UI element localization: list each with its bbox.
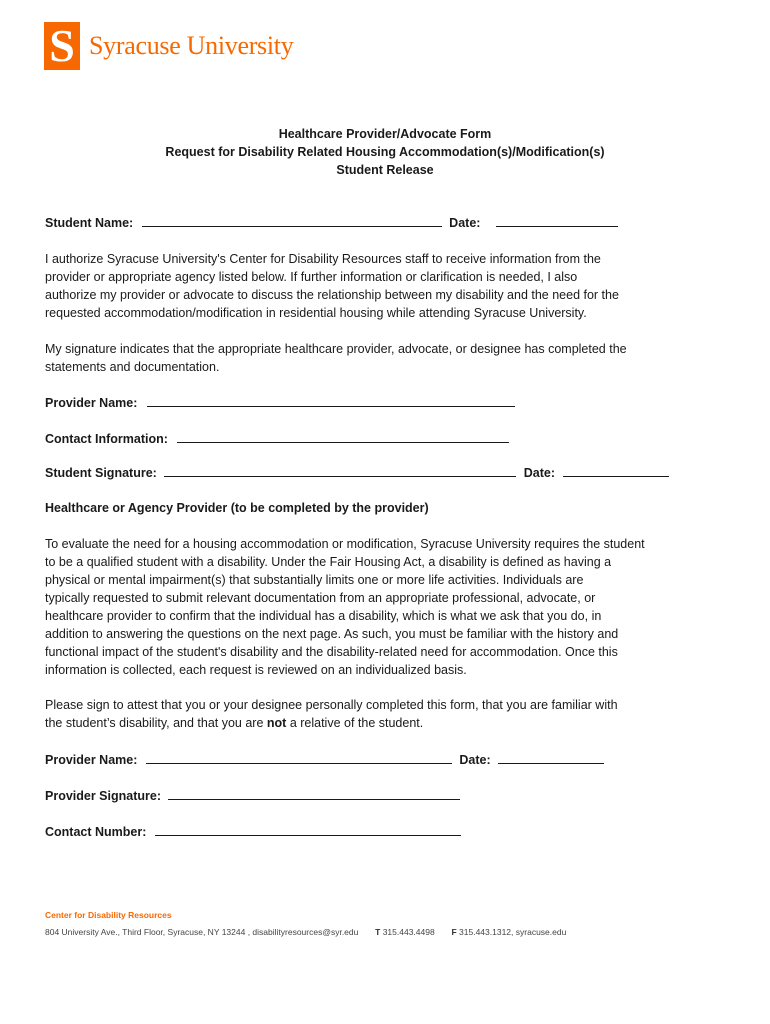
paragraph-line: requested accommodation/modification in residential housing while attending Syracuse University. — [45, 306, 587, 320]
footer-org-name: Center for Disability Resources — [45, 910, 172, 920]
student-date-field[interactable] — [496, 213, 618, 227]
provider-name-label: Provider Name: — [45, 396, 138, 410]
provider-signature-label: Provider Signature: — [45, 789, 161, 803]
student-date-label: Date: — [449, 216, 481, 230]
student-name-label: Student Name: — [45, 216, 134, 230]
paragraph-line: authorize my provider or advocate to discuss the relationship between my disability and the need for the — [45, 288, 619, 302]
student-name-field[interactable] — [142, 213, 442, 227]
attest-emphasis: not — [266, 716, 287, 730]
contact-number-label: Contact Number: — [45, 825, 147, 839]
footer-contact-line — [45, 927, 566, 937]
paragraph-line: statements and documentation. — [45, 360, 220, 374]
logo-letter: S — [49, 20, 75, 71]
paragraph-line: My signature indicates that the appropriate healthcare provider, advocate, or designee has completed the — [45, 342, 627, 356]
form-section-title: Student Release — [336, 163, 434, 177]
paragraph-line: healthcare provider to confirm that the individual has a disability, which is what we ask that you do, in — [45, 609, 602, 623]
footer-fax: 315.443.1312, — [459, 927, 514, 937]
provider-section-heading: Healthcare or Agency Provider (to be completed by the provider) — [45, 501, 429, 515]
paragraph-line: I authorize Syracuse University's Center for Disability Resources staff to receive information from the — [45, 252, 601, 266]
contact-number-field[interactable] — [155, 822, 461, 836]
contact-info-row — [45, 429, 509, 448]
fax-prefix: F — [451, 927, 457, 937]
provider-signature-row — [45, 786, 460, 805]
provider-date-label: Date: — [459, 753, 491, 767]
paragraph-line: typically requested to submit relevant documentation from an appropriate professional, advocate, or — [45, 591, 596, 605]
footer-phone: 315.443.4498 — [382, 927, 435, 937]
student-signature-label: Student Signature: — [45, 466, 157, 480]
paragraph-line: addition to answering the questions on the next page. As such, you must be familiar with the history and — [45, 627, 619, 641]
syracuse-logo — [44, 22, 293, 70]
provider-name-label: Provider Name: — [45, 753, 138, 767]
provider-name-field[interactable] — [147, 393, 515, 407]
footer-website: syracuse.edu — [515, 927, 567, 937]
provider-name-field[interactable] — [146, 750, 452, 764]
attestation-paragraph — [45, 696, 735, 732]
paragraph-line: provider or appropriate agency listed below. If further information or clarification is needed, I also — [45, 270, 578, 284]
paragraph-line: to be a qualified student with a disability. Under the Fair Housing Act, a disability is defined as having a — [45, 555, 612, 569]
paragraph-line: functional impact of the student's disability and the disability-related need for accommodation. Once this — [45, 645, 618, 659]
form-title-block — [0, 125, 770, 179]
signature-statement-paragraph — [45, 340, 735, 376]
paragraph-line: To evaluate the need for a housing accommodation or modification, Syracuse University requires the student — [45, 537, 645, 551]
form-subtitle: Request for Disability Related Housing Accommodation(s)/Modification(s) — [165, 145, 605, 159]
contact-info-field[interactable] — [177, 429, 509, 443]
provider-date-field[interactable] — [498, 750, 604, 764]
paragraph-line: physical or mental impairment(s) that substantially limits one or more life activities. Individuals are — [45, 573, 584, 587]
provider-name-date-row — [45, 750, 604, 769]
attest-text: a relative of the student. — [286, 716, 424, 730]
paragraph-line — [45, 714, 735, 732]
paragraph-line: information is collected, each request is reviewed on an individualized basis. — [45, 663, 467, 677]
phone-prefix: T — [375, 927, 381, 937]
paragraph-line: Please sign to attest that you or your designee personally completed this form, that you are familiar with — [45, 698, 618, 712]
syracuse-s-block — [44, 22, 80, 70]
attest-text: the student’s disability, and that you are — [45, 716, 267, 730]
footer-address: 804 University Ave., Third Floor, Syracuse, NY 13244 , disabilityresources@syr.edu — [45, 927, 359, 937]
signature-date-label: Date: — [523, 466, 556, 480]
contact-number-row — [45, 822, 461, 841]
evaluation-paragraph — [45, 535, 735, 679]
student-signature-field[interactable] — [164, 463, 516, 477]
student-signature-row — [45, 463, 669, 482]
contact-info-label: Contact Information: — [45, 432, 168, 446]
signature-date-field[interactable] — [563, 463, 669, 477]
provider-name-row — [45, 393, 515, 412]
form-title: Healthcare Provider/Advocate Form — [278, 127, 492, 141]
authorization-paragraph — [45, 250, 735, 322]
provider-signature-field[interactable] — [168, 786, 460, 800]
logo-wordmark: Syracuse University — [89, 31, 294, 60]
student-name-row — [45, 213, 618, 232]
